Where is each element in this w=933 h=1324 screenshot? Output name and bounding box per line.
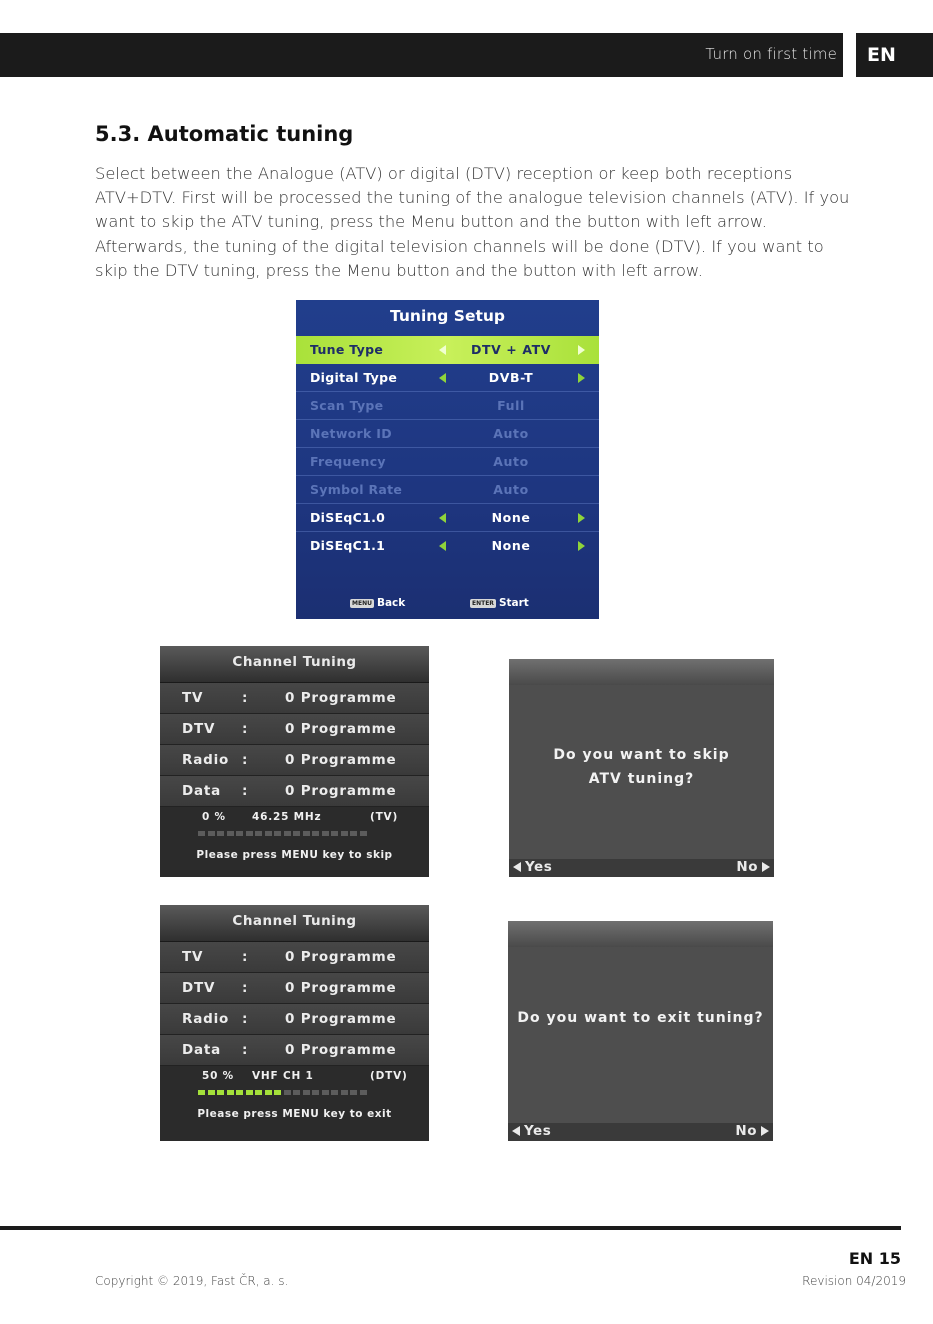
dialog-header — [508, 921, 773, 947]
channel-label: DTV — [182, 721, 216, 737]
channel-tuning-panel-skip — [160, 646, 429, 877]
arrow-left-icon — [513, 862, 521, 872]
progress-segment — [360, 1090, 367, 1095]
menu-key-icon: MENU — [352, 599, 372, 607]
dialog-buttons — [508, 1123, 773, 1141]
tuning-progress-bar — [160, 1086, 429, 1102]
start-label: Start — [498, 597, 529, 609]
arrow-right-icon[interactable] — [578, 513, 585, 523]
arrow-left-icon[interactable] — [439, 373, 446, 383]
channel-label: DTV — [182, 980, 216, 996]
channel-row-data — [160, 776, 429, 807]
row-label: Network ID — [310, 426, 392, 441]
progress-segment — [217, 831, 224, 836]
channel-colon: : — [242, 690, 249, 706]
row-label: Tune Type — [310, 342, 384, 357]
progress-segment — [293, 831, 300, 836]
channel-tuning-title: Channel Tuning — [160, 646, 429, 683]
channel-row-dtv — [160, 714, 429, 745]
channel-row-tv — [160, 942, 429, 973]
tuning-setup-row-symbol-rate — [296, 476, 599, 504]
channel-count: 0 Programme — [285, 690, 397, 706]
channel-label: TV — [182, 949, 204, 965]
row-value: Auto — [493, 426, 529, 441]
arrow-left-icon[interactable] — [439, 513, 446, 523]
progress-segment — [350, 1090, 357, 1095]
tuning-hint: Please press MENU key to skip — [160, 843, 429, 869]
tuning-hint: Please press MENU key to exit — [160, 1102, 429, 1128]
row-label: Scan Type — [310, 398, 384, 413]
tuning-setup-row-scan-type — [296, 392, 599, 420]
row-label: DiSEqC1.1 — [310, 538, 386, 553]
channel-count: 0 Programme — [285, 721, 397, 737]
progress-segment — [227, 831, 234, 836]
tuning-setup-row-network-id — [296, 420, 599, 448]
progress-segment — [322, 831, 329, 836]
row-value: Full — [497, 398, 525, 413]
revision-text: Revision 04/2019 — [802, 1274, 906, 1288]
progress-segment — [198, 1090, 205, 1095]
progress-segment — [284, 1090, 291, 1095]
header-section-text: Turn on first time — [705, 45, 837, 63]
row-value: DVB-T — [488, 370, 534, 385]
channel-row-data — [160, 1035, 429, 1066]
tuning-mode: (DTV) — [370, 1070, 408, 1082]
channel-count: 0 Programme — [285, 783, 397, 799]
tuning-channel: VHF CH 1 — [252, 1070, 314, 1082]
start-hint[interactable] — [470, 597, 529, 609]
progress-segment — [312, 831, 319, 836]
tuning-setup-row-frequency — [296, 448, 599, 476]
yes-button[interactable] — [512, 1123, 551, 1139]
progress-segment — [274, 1090, 281, 1095]
channel-colon: : — [242, 783, 249, 799]
progress-segment — [236, 831, 243, 836]
tuning-mode: (TV) — [370, 811, 399, 823]
progress-segment — [293, 1090, 300, 1095]
enter-key-icon: ENTER — [472, 599, 494, 607]
back-hint[interactable] — [350, 597, 405, 609]
channel-count: 0 Programme — [285, 949, 397, 965]
dialog-buttons — [509, 859, 774, 877]
header-bar — [0, 33, 843, 77]
progress-segment — [303, 831, 310, 836]
dialog-message: Do you want to skip ATV tuning? — [553, 747, 730, 787]
channel-colon: : — [242, 752, 249, 768]
progress-segment — [208, 831, 215, 836]
dialog-header — [509, 659, 774, 685]
copyright-text: Copyright © 2019, Fast ČR, a. s. — [95, 1274, 289, 1288]
arrow-left-icon — [512, 1126, 520, 1136]
channel-row-tv — [160, 683, 429, 714]
progress-segment — [284, 831, 291, 836]
yes-button[interactable] — [513, 859, 552, 875]
tuning-setup-screen — [296, 300, 599, 619]
progress-segment — [246, 831, 253, 836]
progress-segment — [341, 1090, 348, 1095]
progress-segment — [227, 1090, 234, 1095]
tuning-setup-title: Tuning Setup — [390, 307, 505, 325]
channel-colon: : — [242, 949, 249, 965]
row-label: DiSEqC1.0 — [310, 510, 386, 525]
channel-colon: : — [242, 721, 249, 737]
tuning-setup-row-diseqc10[interactable] — [296, 504, 599, 532]
row-value: Auto — [493, 482, 529, 497]
progress-segment — [255, 1090, 262, 1095]
arrow-right-icon[interactable] — [578, 345, 585, 355]
channel-count: 0 Programme — [285, 1011, 397, 1027]
tuning-progress-bar — [160, 827, 429, 843]
channel-count: 0 Programme — [285, 1042, 397, 1058]
channel-label: Data — [182, 783, 222, 799]
progress-segment — [350, 831, 357, 836]
intro-paragraph: Select between the Analogue (ATV) or digital (DTV) reception or keep both receptions ATV+DTV. First will be processed the tuning of the analogue television channels (ATV). If you want to skip the ATV tuning, press the Menu button and the button with left arrow. Afterwards, the tuning of the digital television channels will be done (DTV). If you want to skip the DTV tuning, press the Menu button and the button with left arrow. — [95, 164, 850, 280]
language-badge: EN — [856, 33, 933, 77]
tuning-status — [160, 807, 429, 827]
tuning-setup-row-tune-type[interactable] — [296, 336, 599, 364]
row-value: Auto — [493, 454, 529, 469]
no-button[interactable] — [735, 1123, 769, 1139]
arrow-right-icon — [762, 862, 770, 872]
channel-label: TV — [182, 690, 204, 706]
channel-colon: : — [242, 1042, 249, 1058]
row-label: Digital Type — [310, 370, 398, 385]
progress-segment — [331, 831, 338, 836]
tuning-status — [160, 1066, 429, 1086]
tuning-setup-footer — [296, 597, 599, 611]
channel-tuning-panel-exit — [160, 905, 429, 1141]
progress-segment — [322, 1090, 329, 1095]
progress-segment — [265, 831, 272, 836]
no-label: No — [735, 1123, 757, 1139]
channel-label: Radio — [182, 1011, 230, 1027]
channel-count: 0 Programme — [285, 980, 397, 996]
back-label: Back — [376, 597, 406, 609]
section-title: 5.3. Automatic tuning — [95, 122, 354, 146]
progress-segment — [217, 1090, 224, 1095]
row-label: Symbol Rate — [310, 482, 403, 497]
tuning-percent: 0 % — [202, 811, 226, 823]
progress-segment — [255, 831, 262, 836]
footer-divider — [0, 1226, 901, 1230]
progress-segment — [265, 1090, 272, 1095]
tuning-setup-row-digital-type[interactable] — [296, 364, 599, 392]
arrow-left-icon[interactable] — [439, 345, 446, 355]
no-label: No — [736, 859, 758, 875]
tuning-setup-row-diseqc11[interactable] — [296, 532, 599, 560]
progress-segment — [198, 831, 205, 836]
channel-colon: : — [242, 980, 249, 996]
progress-segment — [341, 831, 348, 836]
progress-segment — [236, 1090, 243, 1095]
progress-segment — [360, 831, 367, 836]
row-value: None — [491, 510, 531, 525]
row-label: Frequency — [310, 454, 386, 469]
channel-row-radio — [160, 1004, 429, 1035]
progress-segment — [303, 1090, 310, 1095]
exit-tuning-dialog — [508, 921, 773, 1141]
arrow-left-icon[interactable] — [439, 541, 446, 551]
arrow-right-icon — [761, 1126, 769, 1136]
progress-segment — [246, 1090, 253, 1095]
row-value: None — [491, 538, 531, 553]
row-value: DTV + ATV — [470, 342, 552, 357]
channel-row-dtv — [160, 973, 429, 1004]
channel-colon: : — [242, 1011, 249, 1027]
yes-label: Yes — [524, 1123, 552, 1139]
no-button[interactable] — [736, 859, 770, 875]
channel-tuning-title: Channel Tuning — [160, 905, 429, 942]
skip-atv-dialog — [509, 659, 774, 877]
arrow-right-icon[interactable] — [578, 541, 585, 551]
channel-row-radio — [160, 745, 429, 776]
progress-segment — [312, 1090, 319, 1095]
arrow-right-icon[interactable] — [578, 373, 585, 383]
progress-segment — [208, 1090, 215, 1095]
progress-segment — [331, 1090, 338, 1095]
channel-label: Data — [182, 1042, 222, 1058]
dialog-message: Do you want to exit tuning? — [517, 1010, 764, 1026]
channel-label: Radio — [182, 752, 230, 768]
channel-count: 0 Programme — [285, 752, 397, 768]
yes-label: Yes — [525, 859, 553, 875]
tuning-percent: 50 % — [202, 1070, 234, 1082]
tuning-frequency: 46.25 MHz — [252, 811, 322, 823]
page-number: EN 15 — [848, 1249, 901, 1268]
progress-segment — [274, 831, 281, 836]
